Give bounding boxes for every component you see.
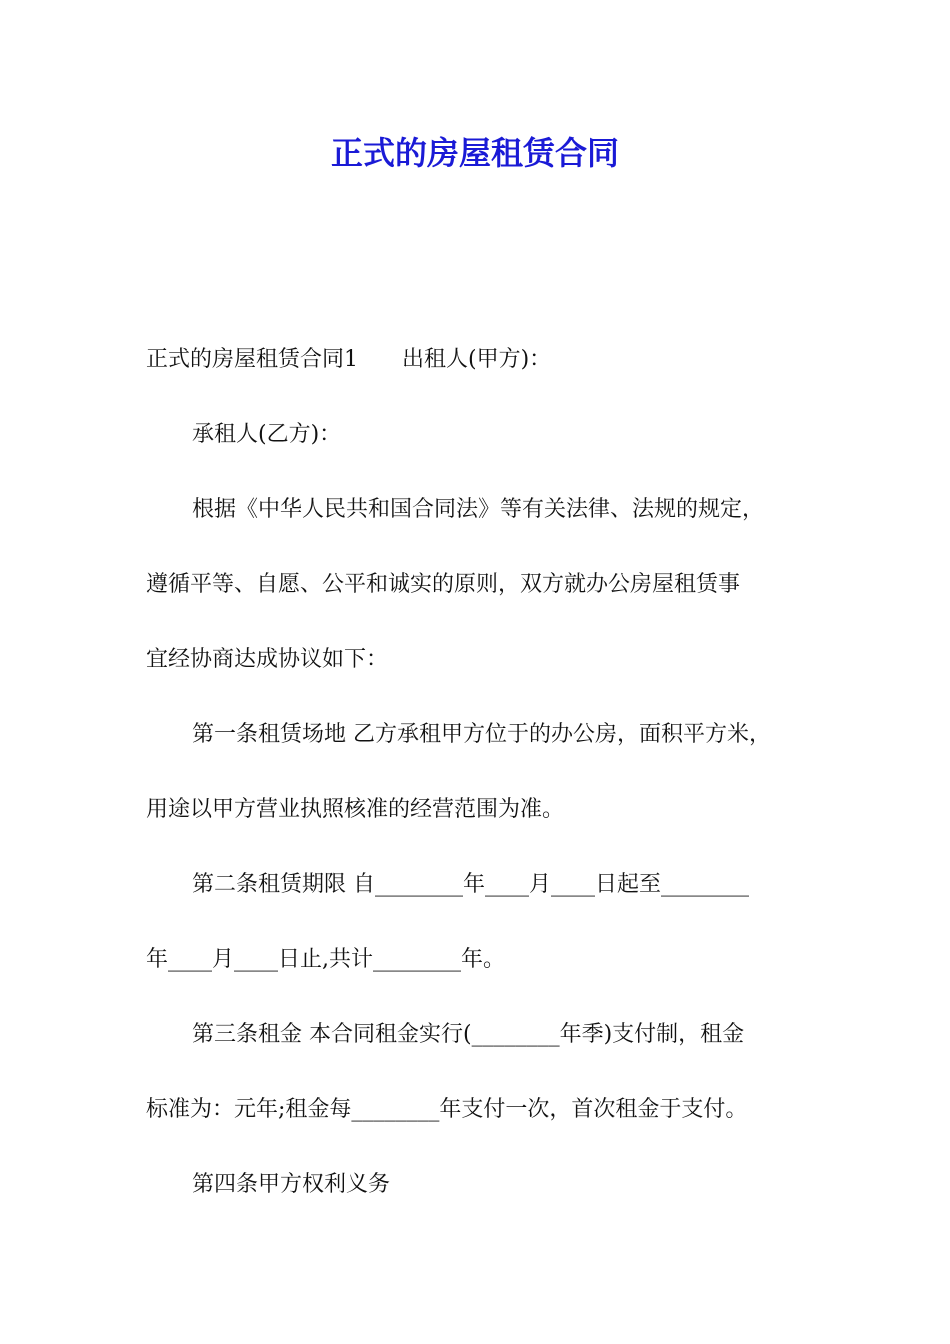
body-line-article-2-a: 第二条租赁期限 自________年____月____日起至________ xyxy=(192,872,749,897)
body-line-lessee: 承租人(乙方)： xyxy=(192,422,342,447)
body-line-article-4: 第四条甲方权利义务 xyxy=(192,1172,391,1197)
body-line-article-2-b: 年____月____日止,共计________年。 xyxy=(146,947,505,972)
body-line-article-3-a: 第三条租金 本合同租金实行(________年季)支付制，租金 xyxy=(192,1022,745,1047)
body-line-preamble-2: 遵循平等、自愿、公平和诚实的原则，双方就办公房屋租赁事 xyxy=(146,572,741,597)
body-line-article-1-a: 第一条租赁场地 乙方承租甲方位于的办公房，面积平方米， xyxy=(192,722,771,747)
document-title: 正式的房屋租赁合同 xyxy=(330,134,619,172)
body-line-heading-lessor: 正式的房屋租赁合同1 出租人(甲方)： xyxy=(146,347,552,372)
body-line-article-3-b: 标准为：元年;租金每________年支付一次，首次租金于支付。 xyxy=(146,1097,748,1122)
body-line-article-1-b: 用途以甲方营业执照核准的经营范围为准。 xyxy=(146,797,565,822)
body-line-preamble-1: 根据《中华人民共和国合同法》等有关法律、法规的规定， xyxy=(192,497,765,522)
body-line-preamble-3: 宜经协商达成协议如下： xyxy=(146,647,389,672)
